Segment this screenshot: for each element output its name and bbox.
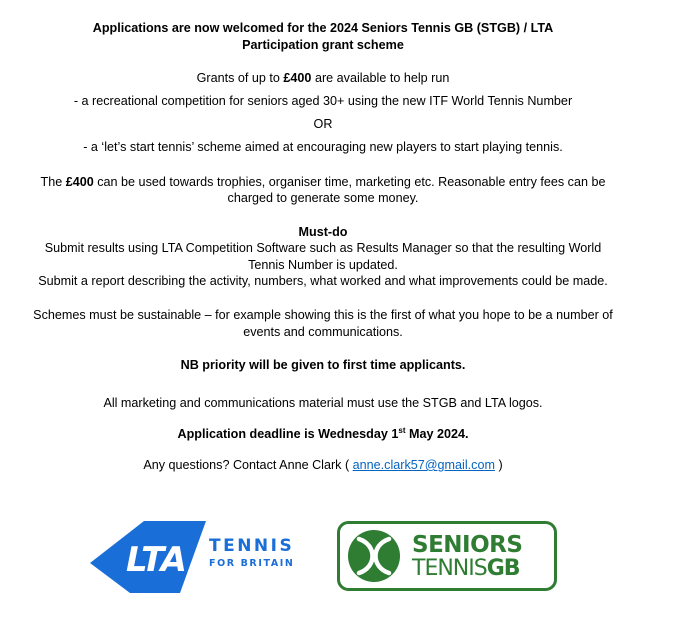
grants-amount: £400 (283, 71, 312, 85)
grants-line (0, 70, 646, 86)
deadline-ordinal: st (398, 425, 406, 435)
heading-line-2: Participation grant scheme (242, 38, 404, 52)
grants-prefix: Grants of up to (196, 71, 284, 85)
contact-prefix: Any questions? Contact Anne Clark ( (143, 458, 353, 472)
heading-line-1: Applications are now welcomed for the 2024 Seniors Tennis GB (STGB) / LTA (92, 21, 554, 35)
marketing-note: All marketing and communications material must use the STGB and LTA logos. (103, 396, 543, 410)
usage-line-2: charged to generate some money. (227, 191, 419, 205)
usage-line-1 (0, 174, 646, 190)
or-separator: OR (313, 117, 333, 131)
stgb-word-seniors: SENIORS (412, 532, 523, 558)
lta-word-tennis: TENNIS (209, 536, 295, 556)
deadline-prefix: Application deadline is Wednesday 1 (177, 427, 399, 441)
stgb-wordmark (412, 533, 522, 581)
must-do-title: Must-do (298, 225, 348, 239)
lta-wordmark (209, 537, 294, 570)
sustainable-line-1: Schemes must be sustainable – for example showing this is the first of what you hope to be a number of (33, 308, 613, 322)
must-do-line-3: Submit a report describing the activity, numbers, what worked and what improvements could be made. (38, 274, 608, 288)
usage-prefix: The (40, 175, 66, 189)
stgb-word-tennisgb (412, 557, 522, 581)
grants-suffix: are available to help run (311, 71, 450, 85)
stgb-word-gb: GB (486, 556, 520, 581)
contact-line (0, 457, 646, 473)
lta-logo-mark: LTA (126, 540, 186, 580)
stgb-word-tennis: TENNIS (412, 556, 487, 581)
deadline-suffix: May 2024. (405, 427, 469, 441)
option-lets-start-tennis: - a ‘let’s start tennis’ scheme aimed at encouraging new players to start playing tennis. (83, 140, 563, 154)
deadline-line (0, 426, 646, 442)
must-do-line-2: Tennis Number is updated. (248, 258, 398, 272)
contact-suffix: ) (494, 458, 503, 472)
priority-note: NB priority will be given to first time applicants. (180, 358, 466, 372)
usage-line-1-text: can be used towards trophies, organiser time, marketing etc. Reasonable entry fees can be (93, 175, 606, 189)
contact-email-link[interactable]: anne.clark57@gmail.com (352, 458, 495, 472)
usage-amount: £400 (65, 175, 94, 189)
must-do-line-1: Submit results using LTA Competition Software such as Results Manager so that the resulting World (44, 241, 602, 255)
sustainable-line-2: events and communications. (243, 325, 403, 339)
option-competition: - a recreational competition for seniors aged 30+ using the new ITF World Tennis Number (73, 94, 573, 108)
lta-word-for-britain: FOR BRITAIN (209, 558, 295, 569)
